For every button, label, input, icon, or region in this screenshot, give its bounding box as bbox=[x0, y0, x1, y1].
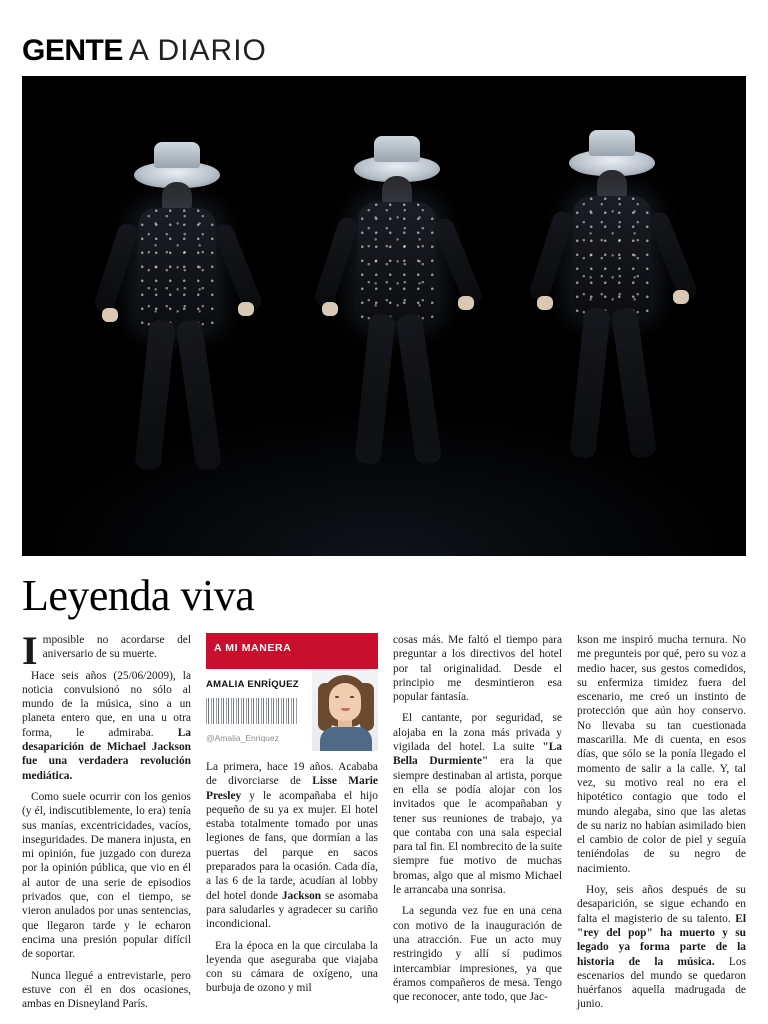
opinion-handle: @Amalia_Enriquez bbox=[206, 733, 279, 744]
lead-photo bbox=[22, 76, 746, 556]
figure-arm-right bbox=[646, 210, 699, 303]
figure-torso bbox=[358, 202, 436, 322]
article-column-3 bbox=[393, 633, 562, 1019]
paragraph-text: se asomaba para saludarles y agradecer su cariño incondicional. bbox=[206, 889, 378, 931]
article-paragraph bbox=[393, 711, 562, 897]
article-paragraph: Nunca llegué a entrevistarle, pero estuve con él en dos ocasiones, ambas en Disneyland París. bbox=[22, 969, 191, 1011]
article-paragraph: Imposible no acordarse del aniversario de su muerte. bbox=[22, 628, 191, 673]
opinion-body bbox=[206, 669, 378, 751]
avatar-eye-left bbox=[335, 696, 339, 698]
article-column-1 bbox=[22, 628, 191, 1019]
paragraph-text: Los escenarios del mundo se quedaron huérfanos aquella madrugada de junio. bbox=[577, 955, 747, 1011]
barcode-icon bbox=[206, 698, 298, 724]
figure-arm-left bbox=[92, 221, 139, 315]
figure-arm-left bbox=[527, 209, 574, 303]
figure-hand-right bbox=[458, 296, 474, 310]
masthead-brand-bold: GENTE bbox=[22, 34, 123, 67]
figure-arm-right bbox=[431, 216, 484, 309]
masthead-brand-light: A DIARIO bbox=[128, 34, 267, 67]
figure-arm-left bbox=[312, 215, 359, 309]
figure-torso bbox=[138, 208, 216, 328]
figure-hand-right bbox=[673, 290, 689, 304]
article-paragraph: Era la época en la que circulaba la leyenda que aseguraba que viajaba con su cámara de oxígeno, una burbuja de ozono y mil bbox=[206, 939, 378, 995]
paragraph-bold: "La Bella Durmiente" bbox=[393, 741, 562, 768]
article-column-2 bbox=[206, 633, 378, 1019]
article-paragraph bbox=[206, 760, 378, 932]
masthead bbox=[22, 0, 746, 76]
figure-torso bbox=[573, 196, 651, 316]
avatar-hair-right bbox=[360, 683, 374, 731]
figure-arm-right bbox=[211, 222, 264, 315]
opinion-kicker: A MI MANERA bbox=[206, 633, 378, 669]
paragraph-bold: La desaparición de Michael Jackson fue una verdadera revolución mediática. bbox=[22, 726, 191, 782]
paragraph-bold: Jackson bbox=[281, 889, 322, 902]
figure-hand-left bbox=[102, 308, 118, 322]
page-title: Leyenda viva bbox=[22, 571, 255, 620]
avatar-shoulders bbox=[320, 727, 372, 751]
paragraph-text: Hace seis años (25/06/2009), la noticia convulsionó no sólo al mundo de la música, sino a un planeta entero que, en una u otra forma, le admiraba. bbox=[22, 669, 191, 739]
avatar-eye-right bbox=[350, 696, 354, 698]
article-columns bbox=[22, 628, 747, 1019]
paragraph-text: La primera, hace 19 años. Acababa de divorciarse de bbox=[206, 761, 378, 788]
article-paragraph bbox=[22, 669, 191, 783]
paragraph-text: El cantante, por seguridad, se alojaba en la zona más privada y vigilada del hotel. La suite bbox=[393, 712, 562, 754]
paragraph-bold: El "rey del pop" ha muerto y su legado ya forma parte de la historia de la música. bbox=[577, 912, 746, 968]
article-paragraph: kson me inspiró mucha ternura. No me pregunteis por qué, pero su voz a medio hacer, sus gestos comedidos, su enfermiza timidez fuera del escenario, me creó un instinto de protección que aún hoy conservo. No llevaba su tan cuestionada mascarilla. Me di cuenta, en esos días, que sólo se la ponía llegado el momento de salir a la calle. Y, tal vez, su motivo real no era el hipotético contagio que todo el mundo alegaba, sino que las aletas de su nariz no habían asimilado bien el cambio de color de piel y seguía teniéndolas de su negro de nacimiento. bbox=[577, 634, 746, 875]
stage-glow bbox=[22, 406, 746, 556]
opinion-author: AMALIA ENRÍQUEZ bbox=[206, 679, 299, 690]
article-paragraph: La segunda vez fue en una cena con motivo de la inauguración de una atracción. Fue un acto muy restringido y allí sí pudimos intercambiar impresiones, ya que éramos compañeros de mesa. Tengo que reconocer, ante todo, que Jac- bbox=[393, 905, 562, 1004]
figure-hand-left bbox=[322, 302, 338, 316]
avatar-face bbox=[329, 683, 361, 721]
paragraph-text: era la que siempre destinaban al artista, porque en ella se podía alojar con los invitados que le acompañaban y tener sus reuniones de trabajo, ya que contaba con una sala especial para tal fin. El nombrecito de la suite siempre fue motivo de muchas bromas, algo que al mismo Michael le arrancaba una sonrisa. bbox=[393, 755, 563, 897]
article-paragraph: cosas más. Me faltó el tiempo para preguntar a los directivos del hotel por tal originalidad. Desde el principio me desmintieron esa popular fantasía. bbox=[393, 634, 562, 704]
article-column-4 bbox=[577, 633, 746, 1019]
opinion-box bbox=[206, 633, 378, 751]
paragraph-text: y le acompañaba el hijo pequeño de su ya ex mujer. El hotel estaba totalmente tomado por unas legiones de fans, que dormían a las puertas del parque en sacos preparados para la ocasión. Cada día, a las 6 de la tarde, acudían al lobby del hotel donde bbox=[206, 789, 378, 902]
avatar bbox=[312, 669, 378, 751]
article-paragraph bbox=[577, 883, 746, 1012]
paragraph-bold: Lisse Marie Presley bbox=[206, 775, 378, 802]
paragraph-text: Hoy, seis años después de su desaparición, se sigue echando en falta el magisterio de su talento. bbox=[577, 884, 746, 925]
figure-hand-left bbox=[537, 296, 553, 310]
figure-hand-right bbox=[238, 302, 254, 316]
article-paragraph: Como suele ocurrir con los genios (y él, indiscutiblemente, lo era) tenía sus manías, excentricidades, vacíos, inseguridades. De manera injusta, en mi opinión, fue juzgado con dureza por la opinión pública, que vio en él al autor de una serie de episodios privados que, con el tiempo, se vieron anulados por unas sentencias, que llegaron tarde y le echaron encima una presión popular difícil de soportar. bbox=[22, 790, 191, 961]
